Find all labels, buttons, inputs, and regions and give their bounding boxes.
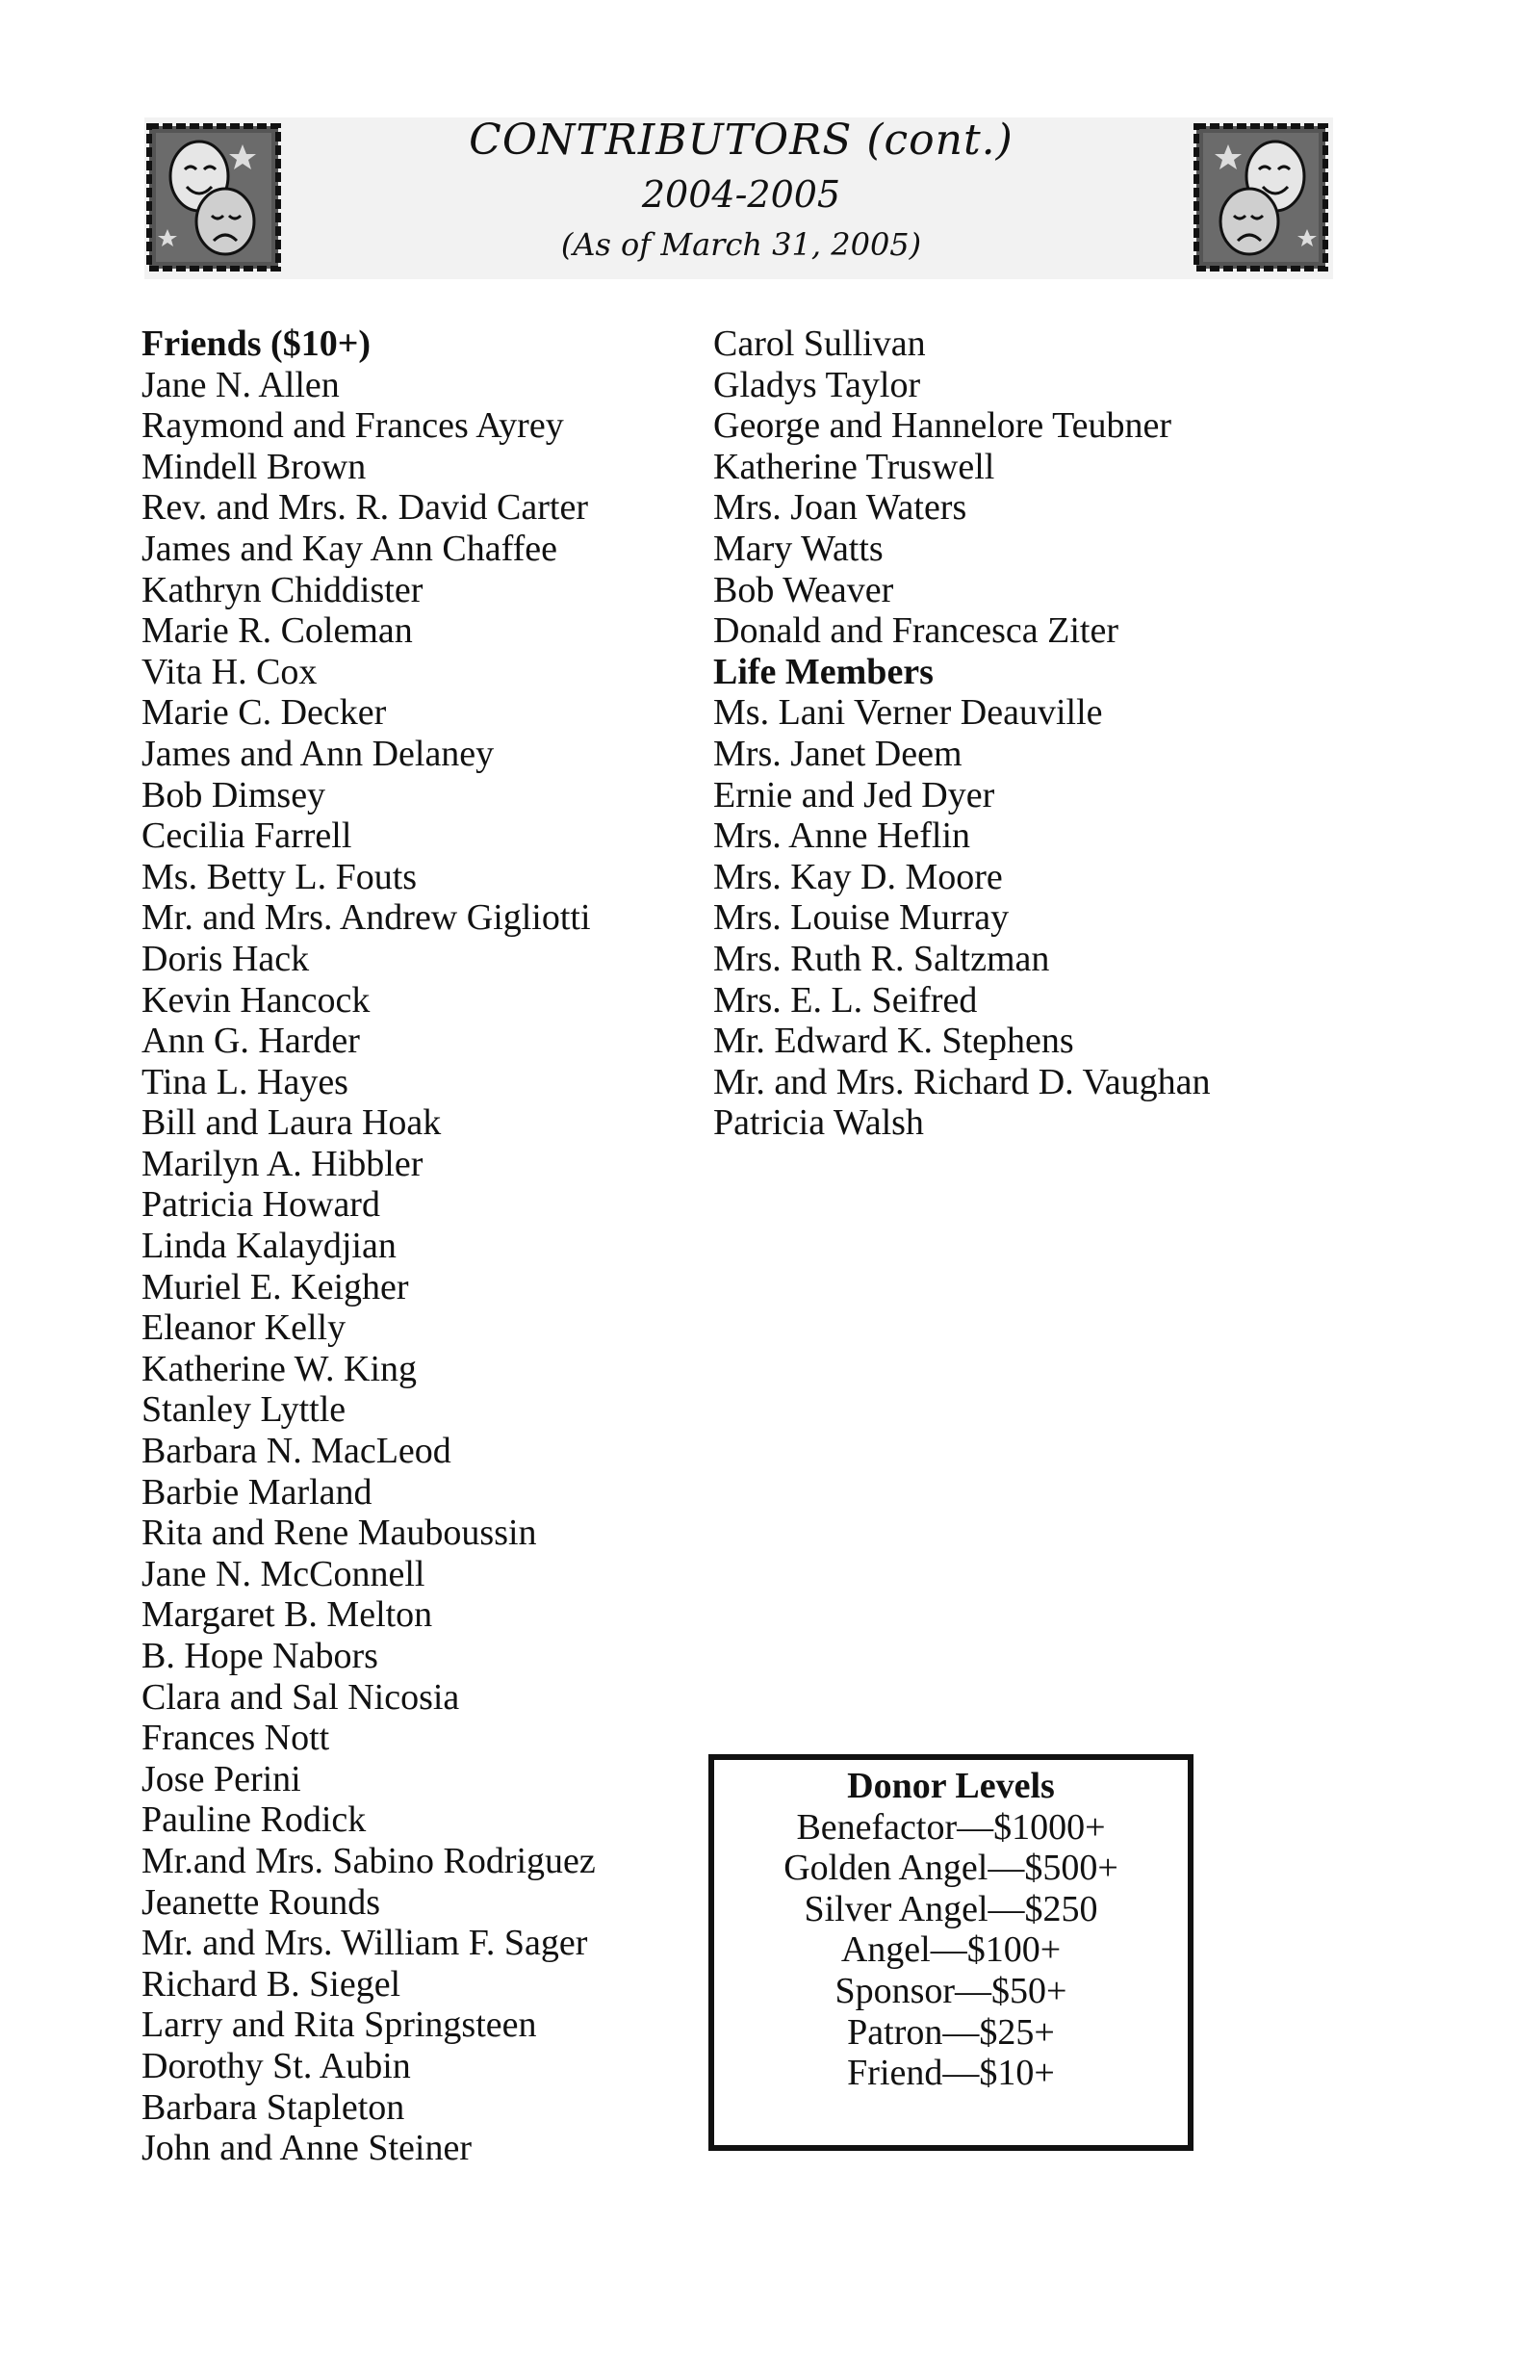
list-item: Mr. Edward K. Stephens (713, 1021, 1074, 1062)
list-item: B. Hope Nabors (141, 1636, 378, 1676)
list-item: Clara and Sal Nicosia (141, 1676, 460, 1718)
list-item: Bob Weaver (713, 569, 894, 610)
list-item: Pauline Rodick (141, 1799, 367, 1841)
list-item: Mr.and Mrs. Sabino Rodriguez (141, 1840, 596, 1881)
list-item: Mr. and Mrs. Andrew Gigliotti (141, 897, 591, 939)
list-item: Patron—$25+ (847, 2011, 1055, 2053)
list-item: Barbie Marland (141, 1471, 372, 1513)
list-item: Gladys Taylor (713, 364, 921, 405)
list-item: Ann G. Harder (141, 1021, 360, 1062)
list-item: Marilyn A. Hibbler (141, 1143, 424, 1184)
list-item: Mrs. Ruth R. Saltzman (713, 938, 1050, 979)
list-item: Bob Dimsey (141, 774, 326, 815)
life-members-list (713, 692, 1210, 1144)
list-item: Cecilia Farrell (141, 815, 352, 857)
list-item: Rev. and Mrs. R. David Carter (141, 487, 588, 529)
list-item: Linda Kalaydjian (141, 1226, 397, 1267)
list-item: Marie R. Coleman (141, 610, 413, 652)
list-item: Mrs. Kay D. Moore (713, 856, 1003, 897)
list-item: Richard B. Siegel (141, 1963, 401, 2005)
donor-levels-box (708, 1754, 1194, 2151)
page-as-of-date: (As of March 31, 2005) (560, 226, 922, 263)
list-item: Kathryn Chiddister (141, 569, 424, 610)
list-item: Jeanette Rounds (141, 1881, 381, 1923)
list-item: Mindell Brown (141, 446, 367, 487)
donor-levels-list (714, 1807, 1188, 2094)
list-item: Silver Angel—$250 (804, 1888, 1098, 1929)
page-title: CONTRIBUTORS (cont.) (469, 116, 1014, 165)
friends-heading: Friends ($10+) (141, 323, 372, 364)
list-item: Barbara N. MacLeod (141, 1431, 451, 1472)
friends-list-continued (713, 323, 1210, 652)
header-titles (289, 114, 1194, 268)
list-item: Jane N. McConnell (141, 1553, 425, 1594)
list-item: Angel—$100+ (840, 1929, 1062, 1971)
list-item: Carol Sullivan (713, 323, 926, 364)
list-item: Mr. and Mrs. Richard D. Vaughan (713, 1061, 1211, 1102)
list-item: Dorothy St. Aubin (141, 2045, 411, 2086)
list-item: Marie C. Decker (141, 692, 387, 734)
list-item: Muriel E. Keigher (141, 1266, 409, 1307)
list-item: Bill and Laura Hoak (141, 1102, 442, 1144)
list-item: Larry and Rita Springsteen (141, 2005, 537, 2046)
list-item: Tina L. Hayes (141, 1061, 348, 1102)
list-item: Rita and Rene Mauboussin (141, 1513, 537, 1554)
list-item: Mrs. Louise Murray (713, 897, 1010, 939)
list-item: Mrs. Anne Heflin (713, 815, 971, 857)
list-item: Barbara Stapleton (141, 2086, 405, 2128)
list-item: James and Kay Ann Chaffee (141, 528, 557, 569)
list-item: Mary Watts (713, 528, 884, 569)
list-item: Mrs. Joan Waters (713, 487, 967, 529)
list-item: Patricia Walsh (713, 1102, 924, 1144)
list-item: Eleanor Kelly (141, 1307, 346, 1349)
list-item: Jane N. Allen (141, 364, 340, 405)
page-years: 2004-2005 (641, 173, 841, 216)
friends-list (141, 365, 596, 2169)
list-item: Vita H. Cox (141, 651, 318, 692)
list-item: Stanley Lyttle (141, 1389, 346, 1431)
list-item: John and Anne Steiner (141, 2128, 473, 2169)
donor-levels-heading: Donor Levels (847, 1766, 1055, 1806)
list-item: Kevin Hancock (141, 979, 371, 1021)
list-item: Ms. Betty L. Fouts (141, 856, 418, 897)
list-item: Ms. Lani Verner Deauville (713, 692, 1103, 734)
list-item: Friend—$10+ (847, 2053, 1055, 2094)
list-item: Frances Nott (141, 1718, 330, 1759)
list-item: Patricia Howard (141, 1184, 380, 1226)
right-column (713, 323, 1210, 1144)
list-item: Sponsor—$50+ (834, 1970, 1067, 2011)
list-item: Raymond and Frances Ayrey (141, 405, 564, 447)
list-item: Mrs. E. L. Seifred (713, 979, 978, 1021)
list-item: Benefactor—$1000+ (796, 1806, 1106, 1848)
list-item: Ernie and Jed Dyer (713, 774, 995, 815)
list-item: Golden Angel—$500+ (783, 1848, 1118, 1889)
list-item: Margaret B. Melton (141, 1594, 433, 1636)
list-item: Mrs. Janet Deem (713, 733, 962, 774)
theater-masks-icon (146, 123, 281, 272)
list-item: Doris Hack (141, 938, 310, 979)
life-members-heading: Life Members (713, 651, 934, 692)
list-item: Mr. and Mrs. William F. Sager (141, 1923, 588, 1964)
left-column (141, 323, 596, 2169)
list-item: Katherine Truswell (713, 446, 995, 487)
list-item: Katherine W. King (141, 1348, 418, 1389)
theater-masks-icon (1194, 123, 1328, 272)
list-item: Donald and Francesca Ziter (713, 610, 1118, 652)
list-item: Jose Perini (141, 1758, 301, 1799)
list-item: James and Ann Delaney (141, 733, 495, 774)
list-item: George and Hannelore Teubner (713, 405, 1172, 447)
